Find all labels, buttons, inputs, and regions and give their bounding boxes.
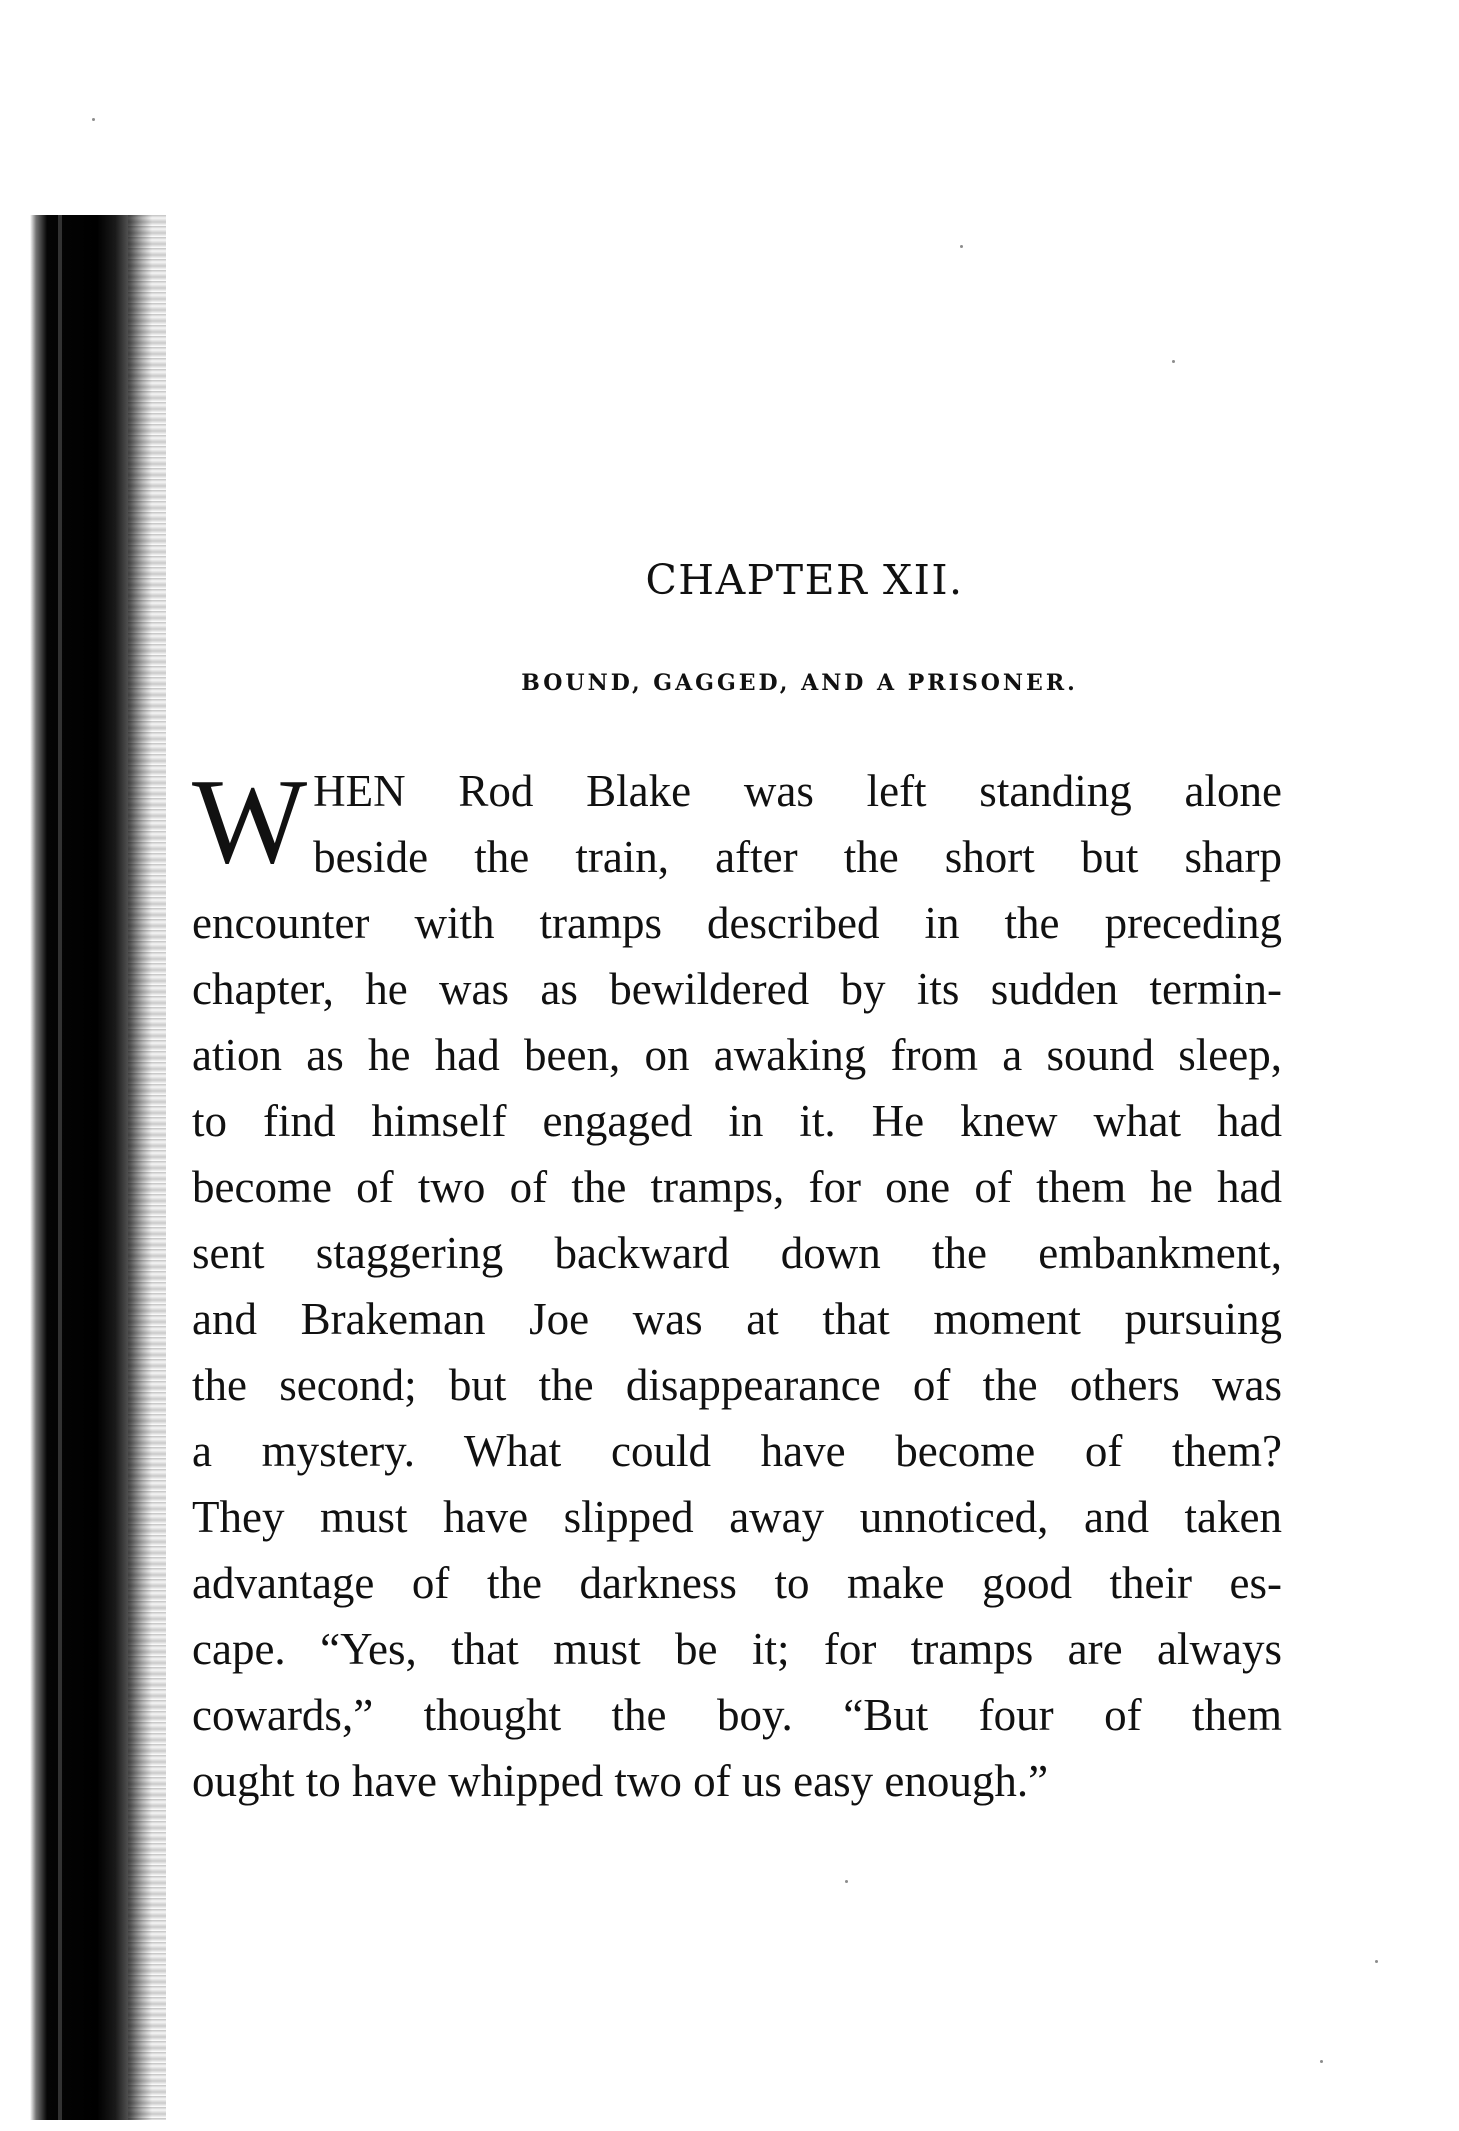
text-line: They must have slipped away unnoticed, and taken bbox=[192, 1492, 1282, 1542]
scan-speck bbox=[92, 118, 95, 121]
text-line: cowards,” thought the boy. “But four of them bbox=[192, 1690, 1282, 1740]
scan-speck bbox=[960, 245, 963, 248]
text-line: beside the train, after the short but sharp bbox=[313, 832, 1282, 882]
binding-streak bbox=[58, 215, 62, 2120]
text-line: advantage of the darkness to make good their es- bbox=[192, 1558, 1282, 1608]
chapter-subtitle: BOUND, GAGGED, AND A PRISONER. bbox=[521, 670, 1078, 696]
chapter-title: CHAPTER XII. bbox=[645, 556, 964, 604]
chapter-body bbox=[192, 754, 1282, 1814]
text-line: cape. “Yes, that must be it; for tramps are always bbox=[192, 1624, 1282, 1674]
scan-speck bbox=[845, 1880, 848, 1883]
text-line: the second; but the disappearance of the others was bbox=[192, 1360, 1282, 1410]
text-line: sent staggering backward down the embankment, bbox=[192, 1228, 1282, 1278]
scan-speck bbox=[1375, 1960, 1378, 1963]
text-line: ation as he had been, on awaking from a sound sleep, bbox=[192, 1030, 1282, 1080]
binding-speckle bbox=[128, 215, 166, 2120]
text-line: and Brakeman Joe was at that moment pursuing bbox=[192, 1294, 1282, 1344]
drop-cap-lines bbox=[313, 758, 1282, 890]
text-line: encounter with tramps described in the preceding bbox=[192, 898, 1282, 948]
text-line: a mystery. What could have become of them? bbox=[192, 1426, 1282, 1476]
text-line-last: ought to have whipped two of us easy enough.” bbox=[192, 1756, 1049, 1806]
text-line: HEN Rod Blake was left standing alone bbox=[313, 766, 1282, 816]
text-line: to find himself engaged in it. He knew what had bbox=[192, 1096, 1282, 1146]
scan-speck bbox=[1172, 360, 1175, 363]
drop-cap: W bbox=[192, 754, 308, 889]
scan-speck bbox=[1320, 2060, 1323, 2063]
text-line: become of two of the tramps, for one of them he had bbox=[192, 1162, 1282, 1212]
text-line: chapter, he was as bewildered by its sudden termin- bbox=[192, 964, 1282, 1014]
